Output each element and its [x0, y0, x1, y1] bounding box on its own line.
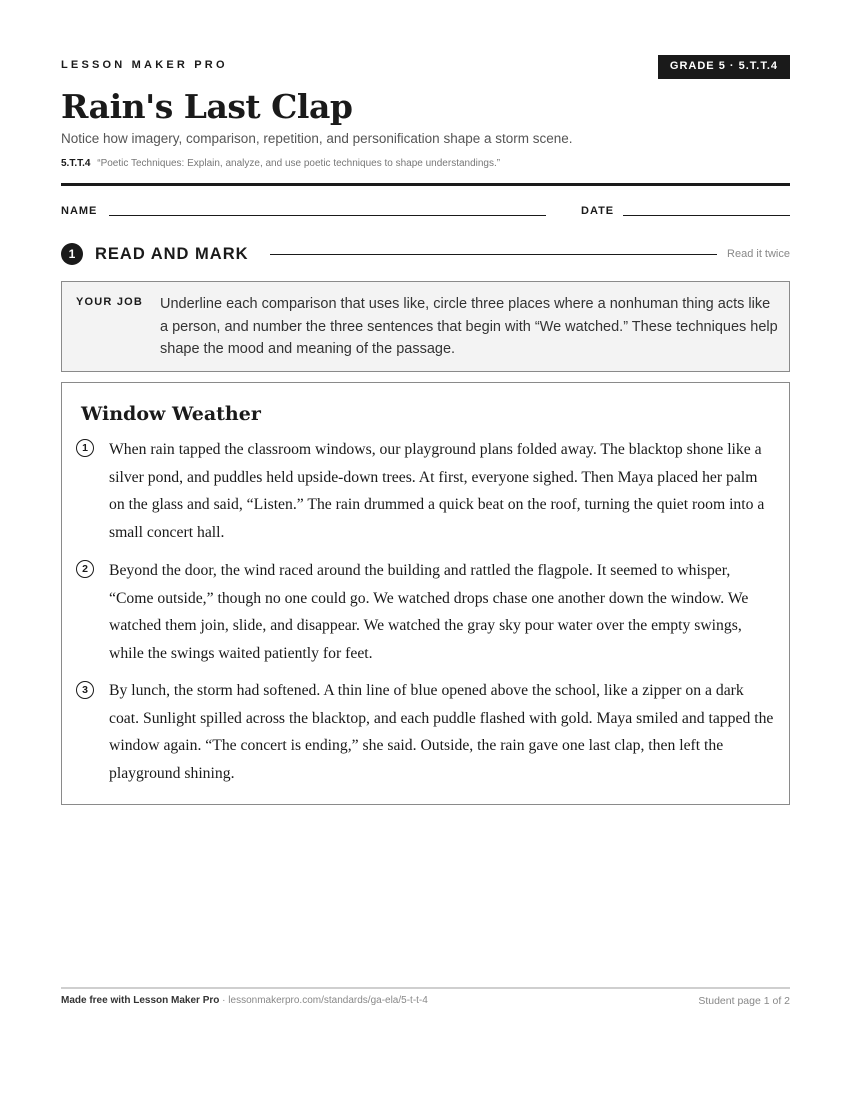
passage-paragraph: Beyond the door, the wind raced around the building and rattled the flagpole. It seemed to whisper, “Come outside,” though no one could go. We watched drops chase one another down the window. We watched them join, slide, and disappear. We watched the gray sky pour water over the empty swings, while the swings waited patiently for feet.	[109, 562, 749, 662]
paragraph-number: 1	[76, 439, 94, 457]
footer-url[interactable]: lessonmakerpro.com/standards/ga-ela/5-t-t-4	[228, 995, 428, 1006]
section-hint: Read it twice	[727, 248, 790, 260]
standard-line	[61, 157, 500, 170]
standard-text: “Poetic Techniques: Explain, analyze, and use poetic techniques to shape understandings.”	[97, 158, 501, 169]
passage-title: Window Weather	[81, 403, 261, 425]
grade-badge: GRADE 5 · 5.T.T.4	[658, 55, 790, 79]
section-rule	[270, 254, 717, 255]
section-number-badge: 1	[61, 243, 83, 265]
page-subtitle: Notice how imagery, comparison, repetition, and personification shape a storm scene.	[61, 131, 573, 146]
passage-paragraph: By lunch, the storm had softened. A thin line of blue opened above the school, like a zipper on a dark coat. Sunlight spilled across the blacktop, and each puddle flashed with gold. Maya smiled and tapped the window again. “The concert is ending,” she said. Outside, the rain gave one last clap, then left the playground shining.	[109, 682, 774, 782]
passage-paragraph: When rain tapped the classroom windows, our playground plans folded away. The blacktop shone like a silver pond, and puddles held upside-down trees. At first, everyone sighed. Then Maya placed her palm on the glass and said, “Listen.” The rain drummed a quick beat on the roof, turning the quiet room into a small concert hall.	[109, 441, 765, 541]
standard-code: 5.T.T.4	[61, 158, 91, 169]
instructions-box	[61, 281, 790, 372]
date-field-line[interactable]	[623, 215, 790, 216]
paragraph-number: 3	[76, 681, 94, 699]
footer-made-with: Made free with Lesson Maker Pro	[61, 995, 220, 1006]
brand-name: LESSON MAKER PRO	[61, 59, 228, 71]
header-bar	[61, 55, 790, 79]
name-field-line[interactable]	[109, 215, 546, 216]
footer-credit	[61, 995, 428, 1006]
footer-page-number: Student page 1 of 2	[698, 995, 790, 1007]
footer-separator: ·	[219, 995, 229, 1006]
instructions-text: Underline each comparison that uses like, circle three places where a nonhuman thing acts like a person, and number the three sentences that begin with “We watched.” These techniques help shape the mood and meaning of the passage.	[160, 296, 778, 357]
footer-divider	[61, 987, 790, 989]
header-divider	[61, 183, 790, 186]
section-title: READ AND MARK	[95, 245, 249, 263]
section-header	[61, 243, 790, 265]
date-label: DATE	[581, 205, 615, 217]
name-label: NAME	[61, 205, 98, 217]
worksheet-page	[61, 0, 790, 1100]
page-title: Rain's Last Clap	[61, 87, 353, 126]
reading-passage	[61, 382, 790, 805]
instructions-label: YOUR JOB	[76, 296, 144, 308]
paragraph-number: 2	[76, 560, 94, 578]
